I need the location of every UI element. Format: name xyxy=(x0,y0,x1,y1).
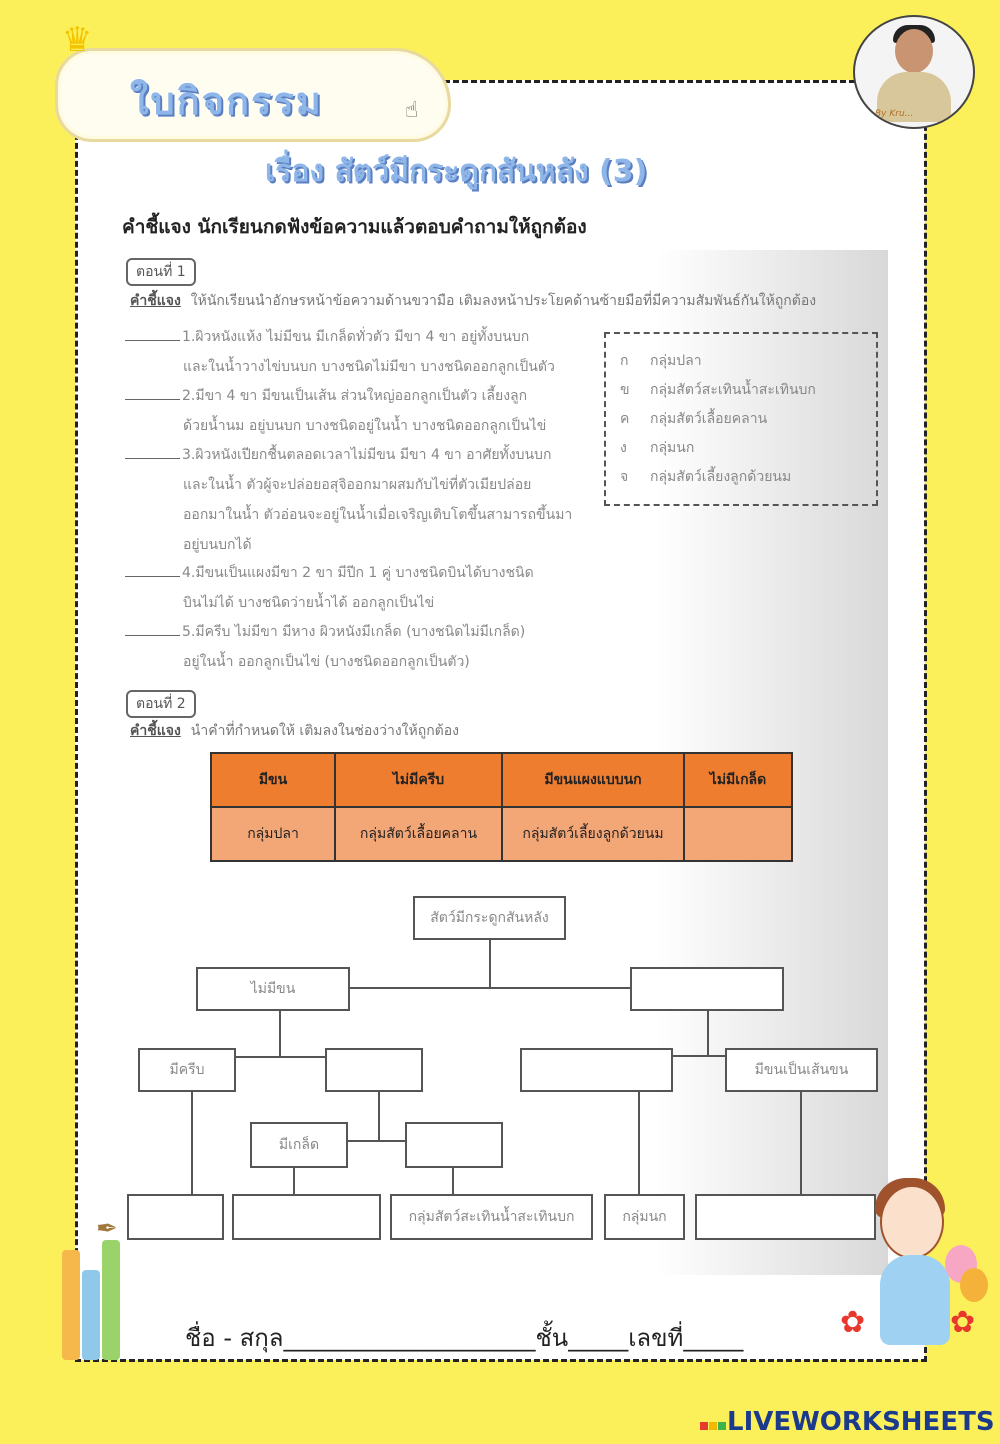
flower-icon: ✿ xyxy=(950,1305,976,1340)
word-bank-cell[interactable]: มีขนแผงแบบนก xyxy=(502,753,684,807)
diagram-answer-box[interactable] xyxy=(127,1194,224,1240)
teacher-avatar xyxy=(853,15,975,129)
main-instruction: คำชี้แจง นักเรียนกดฟังข้อความแล้วตอบคำถามให้ถูกต้อง xyxy=(122,216,587,238)
diagram-bird-box: กลุ่มนก xyxy=(604,1194,685,1240)
diagram-fin-box: มีครีบ xyxy=(138,1048,236,1092)
pointer-hand-icon: ☝ xyxy=(405,98,419,123)
word-bank-cell[interactable]: กลุ่มสัตว์เลี้ยงลูกด้วยนม xyxy=(502,807,684,861)
choice-item: ก กลุ่มปลา xyxy=(620,353,702,369)
answer-blank-1[interactable] xyxy=(125,340,180,341)
diagram-answer-box[interactable] xyxy=(232,1194,381,1240)
pencil-illustration xyxy=(82,1270,100,1360)
pencil-illustration xyxy=(102,1240,120,1360)
avatar-signature: By Kru... xyxy=(875,109,914,119)
choice-item: ค กลุ่มสัตว์เลื้อยคลาน xyxy=(620,411,768,427)
part2-directions-title: คำชี้แจง xyxy=(130,723,181,739)
answer-blank-4[interactable] xyxy=(125,576,180,577)
question-2: 2.มีขา 4 ขา มีขนเป็นเส้น ส่วนใหญ่ออกลูกเป็นตัว เลี้ยงลูก ด้วยน้ำนม อยู่บนบก บางชนิดอยู่ในน้ำ บางชนิดออกลูกเป็นไข่ xyxy=(125,381,546,441)
word-bank-cell[interactable]: กลุ่มสัตว์เลื้อยคลาน xyxy=(335,807,502,861)
diagram-answer-box[interactable] xyxy=(630,967,784,1011)
subject-title: เรื่อง สัตว์มีกระดูกสันหลัง (3) xyxy=(265,154,648,189)
part1-directions xyxy=(130,290,816,312)
word-bank-cell[interactable]: มีขน xyxy=(211,753,335,807)
part2-label: ตอนที่ 2 xyxy=(126,690,196,718)
answer-blank-5[interactable] xyxy=(125,635,180,636)
word-bank-cell[interactable]: กลุ่มปลา xyxy=(211,807,335,861)
answer-blank-2[interactable] xyxy=(125,399,180,400)
question-3: 3.ผิวหนังเปียกชื้นตลอดเวลาไม่มีขน มีขา 4 ขา อาศัยทั้งบนบก และในน้ำ ตัวผู้จะปล่อยอสุจิออกมาผสมกับไข่ที่ตัวเมียปล่อย ออกมาในน้ำ ตัวอ่อนจะอยู่ในน้ำเมื่อเจริญเติบโตขึ้นสามารถขึ้นมา อยู่บนบกได้ xyxy=(125,440,572,560)
crown-icon: ♛ xyxy=(62,20,93,60)
part1-label: ตอนที่ 1 xyxy=(126,258,196,286)
diagram-answer-box[interactable] xyxy=(695,1194,876,1240)
word-bank-cell[interactable] xyxy=(684,807,792,861)
diagram-amphibian-box: กลุ่มสัตว์สะเทินน้ำสะเทินบก xyxy=(390,1194,593,1240)
choice-item: ข กลุ่มสัตว์สะเทินน้ำสะเทินบก xyxy=(620,382,816,398)
choice-item: ง กลุ่มนก xyxy=(620,440,695,456)
flower-icon: ✿ xyxy=(840,1305,866,1340)
answer-blank-3[interactable] xyxy=(125,458,180,459)
pen-nib-icon: ✒ xyxy=(96,1214,118,1244)
student-info-line[interactable]: ชื่อ - สกุล_____________________ชั้น_____เลขที่_____ xyxy=(185,1324,744,1352)
diagram-answer-box[interactable] xyxy=(325,1048,423,1092)
question-1: 1.ผิวหนังแห้ง ไม่มีขน มีเกล็ดทั่วตัว มีขา 4 ขา อยู่ทั้งบนบก และในน้ำวางไข่บนบก บางชนิดไม่มีขา บางชนิดออกลูกเป็นตัว xyxy=(125,322,555,382)
girl-illustration-face xyxy=(880,1185,944,1259)
worksheet-title: ใบกิจกรรม xyxy=(130,79,323,123)
question-5: 5.มีครีบ ไม่มีขา มีหาง ผิวหนังมีเกล็ด (บางชนิดไม่มีเกล็ด) อยู่ในน้ำ ออกลูกเป็นไข่ (บางชนิดออกลูกเป็นตัว) xyxy=(125,617,525,677)
diagram-answer-box[interactable] xyxy=(520,1048,673,1092)
word-bank-table xyxy=(210,752,793,862)
choice-item: จ กลุ่มสัตว์เลี้ยงลูกด้วยนม xyxy=(620,469,792,485)
part2-directions xyxy=(130,720,459,742)
word-bank-cell[interactable]: ไม่มีเกล็ด xyxy=(684,753,792,807)
part1-directions-text: ให้นักเรียนนำอักษรหน้าข้อความด้านขวามือ เติมลงหน้าประโยคด้านซ้ายมือที่มีความสัมพันธ์กันให้ถูกต้อง xyxy=(190,293,817,309)
brand-text: LIVEWORKSHEETS xyxy=(727,1407,995,1437)
pencil-illustration xyxy=(62,1250,80,1360)
diagram-scales-box: มีเกล็ด xyxy=(250,1122,348,1168)
diagram-hair-box: มีขนเป็นเส้นขน xyxy=(725,1048,878,1092)
part1-directions-title: คำชี้แจง xyxy=(130,293,181,309)
question-4: 4.มีขนเป็นแผงมีขา 2 ขา มีปีก 1 คู่ บางชนิดบินได้บางชนิด บินไม่ได้ บางชนิดว่ายน้ำได้ ออกลูกเป็นไข่ xyxy=(125,558,534,618)
answer-choices-box xyxy=(604,332,878,506)
diagram-no-hair-box: ไม่มีขน xyxy=(196,967,350,1011)
liveworksheets-logo xyxy=(700,1407,995,1437)
balloon-icon xyxy=(960,1268,988,1302)
diagram-root-box: สัตว์มีกระดูกสันหลัง xyxy=(413,896,566,940)
part2-directions-text: นำคำที่กำหนดให้ เติมลงในช่องว่างให้ถูกต้อง xyxy=(190,723,460,739)
word-bank-cell[interactable]: ไม่มีครีบ xyxy=(335,753,502,807)
diagram-answer-box[interactable] xyxy=(405,1122,503,1168)
girl-illustration-body xyxy=(880,1255,950,1345)
